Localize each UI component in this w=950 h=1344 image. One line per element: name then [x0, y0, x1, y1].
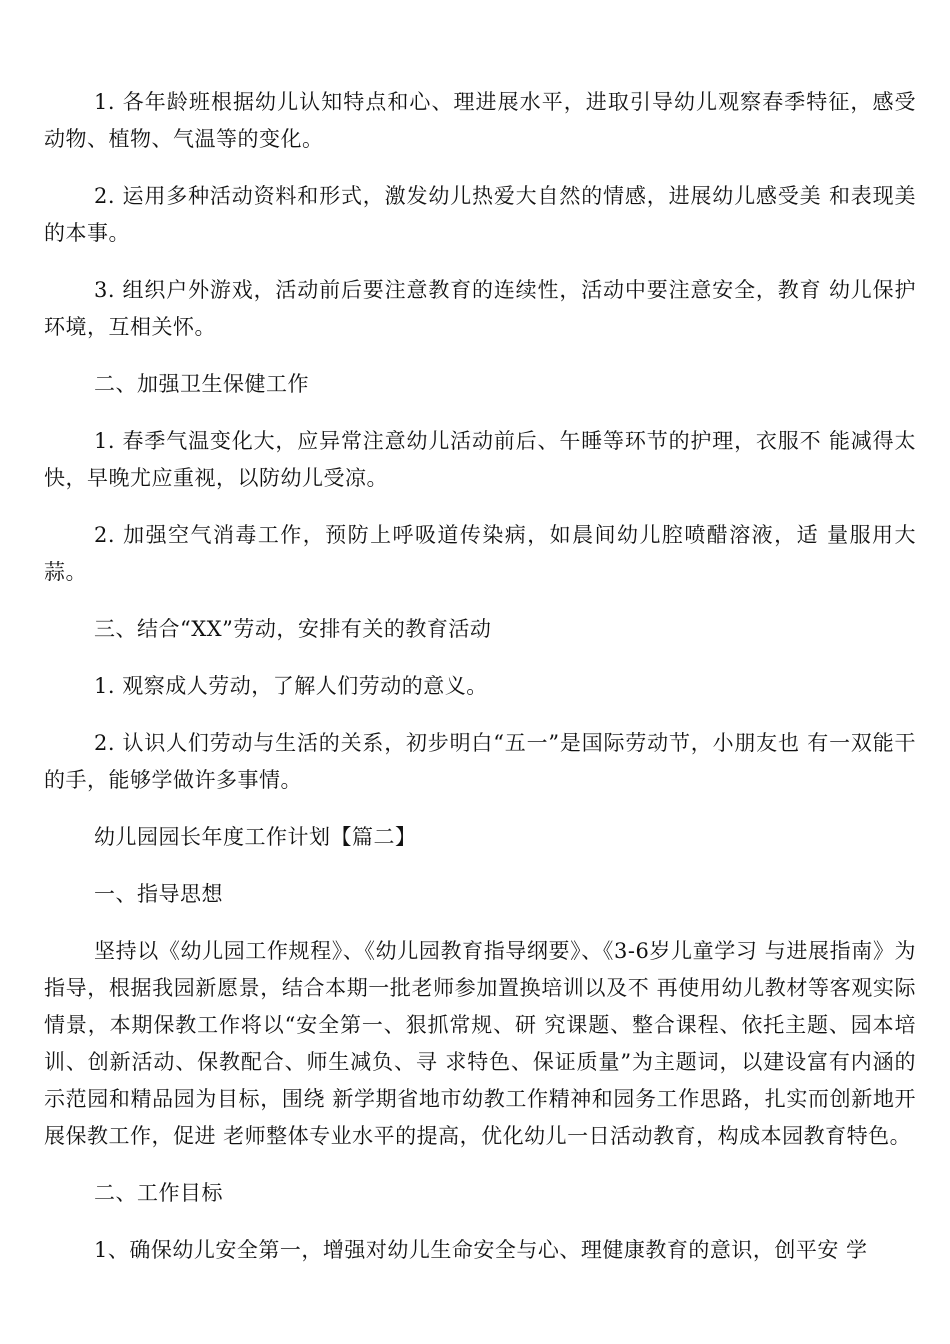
- paragraph-7: 2. 认识人们劳动与生活的关系，初步明白“五一”是国际劳动节，小朋友也 有一双能干的手，能够学做许多事情。: [44, 731, 916, 792]
- paragraph-goal-1: 1、确保幼儿安全第一，增强对幼儿生命安全与心、理健康教育的意识，创平安 学: [94, 1238, 868, 1262]
- document-title-part-two: 幼儿园园长年度工作计划【篇二】: [94, 825, 417, 849]
- paragraph-4: 1. 春季气温变化大，应异常注意幼儿活动前后、午睡等环节的护理，衣服不 能减得太快，早晚尤应重视，以防幼儿受凉。: [44, 429, 916, 490]
- section-heading-guiding-thought: 一、指导思想: [94, 882, 223, 906]
- section-heading-work-goals: 二、工作目标: [94, 1181, 223, 1205]
- paragraph-2: 2. 运用多种活动资料和形式，激发幼儿热爱大自然的情感，进展幼儿感受美 和表现美的本事。: [44, 184, 916, 245]
- paragraph-guiding-thought: 坚持以《幼儿园工作规程》、《幼儿园教育指导纲要》、《3-6岁儿童学习 与进展指南》为指导，根据我园新愿景，结合本期一批老师参加置换培训以及不 再使用幼儿教材等客观实际情景，本期保教工作将以“安全第一、狠抓常规、研 究课题、整合课程、依托主题、园本培训、创新活动、保教配合、师生减负、寻 求特色、保证质量”为主题词，以建设富有内涵的示范园和精品园为目标，围绕 新学期省地市幼教工作精神和园务工作思路，扎实而创新地开展保教工作，促进 老师整体专业水平的提高，优化幼儿一日活动教育，构成本园教育特色。: [44, 939, 916, 1148]
- paragraph-3: 3. 组织户外游戏，活动前后要注意教育的连续性，活动中要注意安全，教育 幼儿保护环境，互相关怀。: [44, 278, 916, 339]
- paragraph-6: 1. 观察成人劳动，了解人们劳动的意义。: [94, 674, 488, 698]
- paragraph-5: 2. 加强空气消毒工作，预防上呼吸道传染病，如晨间幼儿腔喷醋溶液，适 量服用大蒜。: [44, 523, 916, 584]
- section-heading-labor: 三、结合“XX”劳动，安排有关的教育活动: [94, 617, 492, 641]
- section-heading-hygiene: 二、加强卫生保健工作: [94, 372, 309, 396]
- document-page: [44, 84, 916, 1269]
- paragraph-1: 1. 各年龄班根据幼儿认知特点和心、理进展水平，进取引导幼儿观察春季特征，感受动物、植物、气温等的变化。: [44, 90, 916, 151]
